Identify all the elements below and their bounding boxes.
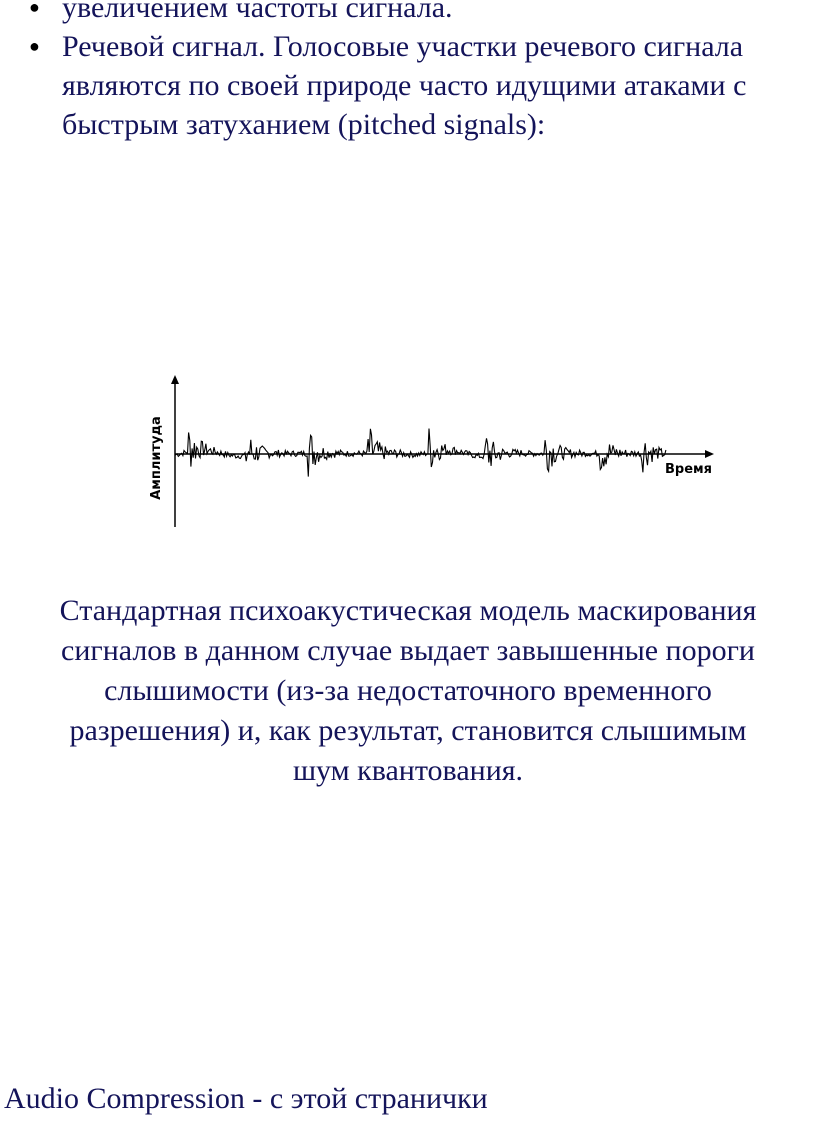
footer-text: Audio Compression - с этой странички bbox=[4, 1082, 488, 1115]
bullet-dot-icon: ● bbox=[29, 36, 40, 56]
y-axis-label: Амплитуда bbox=[149, 416, 164, 500]
caption-text: Стандартная психоакустическая модель маскирования сигналов в данном случае выдает завышенные пороги слышимости (из-за недостаточного временного разрешения) и, как результат, становится слышимым шум квантования. bbox=[59, 594, 757, 787]
bullet-text: Речевой сигнал. Голосовые участки речевого сигнала являются по своей природе часто идущими атаками с быстрым затуханием (pitched signals): bbox=[62, 30, 747, 141]
speech-waveform bbox=[176, 429, 666, 477]
bullet-dot-icon: ● bbox=[29, 0, 40, 17]
bullet-list bbox=[0, 0, 816, 144]
waveform-graphic bbox=[140, 372, 720, 532]
bullet-text: увеличением частоты сигнала. bbox=[62, 0, 453, 24]
y-axis-arrow-icon bbox=[171, 375, 179, 384]
x-axis-arrow-icon bbox=[705, 450, 714, 458]
bullet-item bbox=[0, 27, 816, 144]
bullet-item bbox=[0, 0, 816, 27]
speech-waveform-figure bbox=[140, 372, 720, 532]
x-axis-label: Время bbox=[665, 462, 713, 477]
